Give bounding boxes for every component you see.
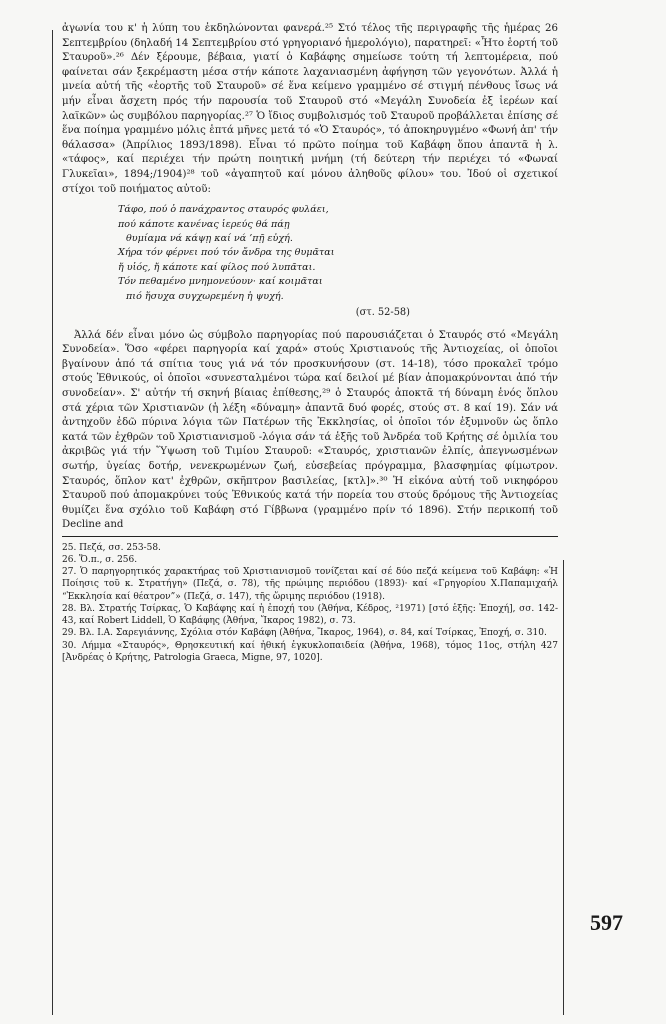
- poem-line: Χήρα τόν φέρνει πού τόν ἄνδρα της θυμᾶται: [118, 247, 335, 259]
- footnote-divider: [62, 536, 558, 537]
- verses-reference: (στ. 52-58): [355, 306, 410, 318]
- footnote: 27. Ὁ παρηγορητικός χαρακτήρας τοῦ Χριστιανισμοῦ τονίζεται καί σέ δύο πεζά κείμενα τοῦ Καβάφη: «Ἡ Ποίησις τοῦ κ. Στρατήγη» (Πεζά, σ. 78), τῆς πρώιμης περιόδου (1893)· καί «Γρηγορίου Χ.Παπαμιχαήλ “Ἐκκλησία καί θέατρον”» (Πεζά, σ. 147), τῆς ὥριμης περιόδου (1918).: [62, 567, 558, 602]
- poem-line: Τάφο, πού ὁ πανάχραντος σταυρός φυλάει,: [118, 204, 329, 216]
- poem-line: θυμίαμα νά κάψῃ καί νά ’πῇ εὐχή.: [126, 232, 293, 244]
- poem-line: πιό ἥσυχα συγχωρεμένη ἡ ψυχή.: [126, 290, 284, 302]
- poem-line: ἤ υἱός, ἤ κάποτε καί φίλος πού λυπᾶται.: [118, 261, 316, 273]
- left-margin-rule: [52, 30, 53, 1015]
- footnote: 25. Πεζά, σσ. 253-58.: [62, 542, 161, 553]
- footnotes: [62, 542, 558, 664]
- footnote: 30. Λήμμα «Σταυρός», Θρησκευτική καί ἠθική ἐγκυκλοπαιδεία (Ἀθήνα, 1968), τόμος 11ος, στήλη 427 [Ἀνδρέας ὁ Κρήτης, Patrologia Graeca, Migne, 97, 1020].: [62, 640, 558, 663]
- paragraph-2: Ἀλλά δέν εἶναι μόνο ὡς σύμβολο παρηγορίας πού παρουσιάζεται ὁ Σταυρός στό «Μεγάλη Συνοδεία». Ὅσο «φέρει παρηγορία καί χαρά» στούς Χριστιανούς τῆς Ἀντιοχείας, οἱ ὁποῖοι βγαίνουν ἀπό τά σπίτια τους γιά νά τόν προσκυνήσουν (στ. 14-18), τόσο προκαλεῖ τρόμο στούς Ἐθνικούς, οἱ ὁποῖοι «συνεσταλμένοι τώρα καί δειλοί μέ βίαν ἀπομακρύνονται ἀπό τήν συνοδείαν». Σ' αὐτήν τή σκηνή βίαιας ἐπίθεσης,²⁹ ὁ Σταυρός ἀποκτᾶ τή δύναμη ἑνός ὅπλου στά χέρια τῶν Χριστιανῶν (ἡ λέξη «δύναμη» ἀπαντᾶ δυό φορές, στούς στ. 8 καί 19). Σάν νά ἀντηχοῦν ἐδῶ πύρινα λόγια τῶν Πατέρων τῆς Ἐκκλησίας, οἱ ὁποῖοι τόν ἐξυμνοῦν ὡς ὅπλο κατά τῶν ἐχθρῶν τοῦ Χριστιανισμοῦ -λόγια σάν τά ἑξῆς τοῦ Ἀνδρέα τοῦ Κρήτης σέ ὁμιλία του ἀκριβῶς γιά τήν Ὕψωση τοῦ Τιμίου Σταυροῦ: «Σταυρός, χριστιανῶν ἐλπίς, ἀπεγνωσμένων σωτήρ, ὑγείας δοτήρ, νενεκρωμένων ζωή, εὐσεβείας πρόγραμμα, βλασφημίας φίμωτρον. Σταυρός, ὅπλον κατ' ἐχθρῶν, σκῆπτρον βασιλείας, [κτλ]».³⁰ Ἡ εἰκόνα αὐτή τοῦ νικηφόρου Σταυροῦ πού ἀπομακρύνει τούς Ἐθνικούς κατά τήν πορεία του στούς δρόμους τῆς Ἀντιοχείας θυμίζει ἕνα σχόλιο τοῦ Καβάφη στό Γίββωνα (γραμμένο πρίν τό 1896). Στήν περικοπή τοῦ Decline and: [62, 329, 558, 531]
- right-margin-rule: [563, 560, 564, 1015]
- poem-excerpt: [118, 203, 558, 304]
- poem-line: Τόν πεθαμένο μνημονεύουν· καί κοιμᾶται: [118, 276, 323, 288]
- footnote: 29. Βλ. Ι.Α. Σαρεγιάννης, Σχόλια στόν Καβάφη (Ἀθήνα, Ἴκαρος, 1964), σ. 84, καί Τσίρκας, Ἐποχή, σ. 310.: [62, 628, 547, 639]
- page-body: [62, 22, 558, 664]
- page-number: 597: [590, 910, 623, 935]
- footnote: 26. Ὅ.π., σ. 256.: [62, 555, 138, 566]
- poem-line: πού κάποτε κανένας ἱερεύς θά πάῃ: [118, 218, 290, 230]
- footnote: 28. Βλ. Στρατής Τσίρκας, Ὁ Καβάφης καί ἡ ἐποχή του (Ἀθήνα, Κέδρος, ²1971) [στό ἑξῆς: Ἐποχή], σσ. 142-43, καί Robert Liddell, Ὁ Καβάφης (Ἀθήνα, Ἴκαρος 1982), σ. 73.: [62, 603, 558, 627]
- paragraph-1: ἀγωνία του κ' ἡ λύπη του ἐκδηλώνονται φανερά.²⁵ Στό τέλος τῆς περιγραφῆς τῆς ἡμέρας 26 Σεπτεμβρίου (δηλαδή 14 Σεπτεμβρίου στό γρηγοριανό ἡμερολόγιο), παρατηρεῖ: «Ἦτο ἑορτή τοῦ Σταυροῦ».²⁶ Δέν ξέρουμε, βέβαια, γιατί ὁ Καβάφης σημείωσε τούτη τή λεπτομέρεια, πού φαίνεται σάν ξεκρέμαστη μέσα στήν κάποτε λαχανιασμένη ἀφήγηση τῶν γεγονότων. Ἀλλά ἡ μνεία αὐτή τῆς «ἑορτῆς τοῦ Σταυροῦ» σέ ἕνα κείμενο γραμμένο σέ στιγμή πένθους ἴσως νά μήν εἶναι ἄσχετη πρός τήν παρουσία τοῦ Σταυροῦ στό «Μεγάλη Συνοδεία ἐξ ἱερέων καί λαϊκῶν» ὡς συμβόλου παρηγορίας.²⁷ Ὁ ἴδιος συμβολισμός τοῦ Σταυροῦ προβάλλεται ἐπίσης σέ ἕνα ποίημα γραμμένο μόλις ἑπτά μῆνες μετά τό «Ὁ Σταυρός», τό ἀποκηρυγμένο «Φωνή ἀπ' τήν θάλασσα» (Ἀπρίλιος 1893/1898). Εἶναι τό πρῶτο ποίημα τοῦ Καβάφη ὅπου ἀπαντᾶ ἡ λ. «τάφος», καί περιέχει τήν πρώτη ποιητική μνήμη (τή δεύτερη τήν περιέχει τό «Φωναί Γλυκεῖαι», 1894;/1904)²⁸ τοῦ «ἀγαπητοῦ καί μόνου ἀληθοῦς φίλου» του. Ἰδού οἱ σχετικοί στίχοι τοῦ ποιήματος αὐτοῦ:: [62, 23, 558, 195]
